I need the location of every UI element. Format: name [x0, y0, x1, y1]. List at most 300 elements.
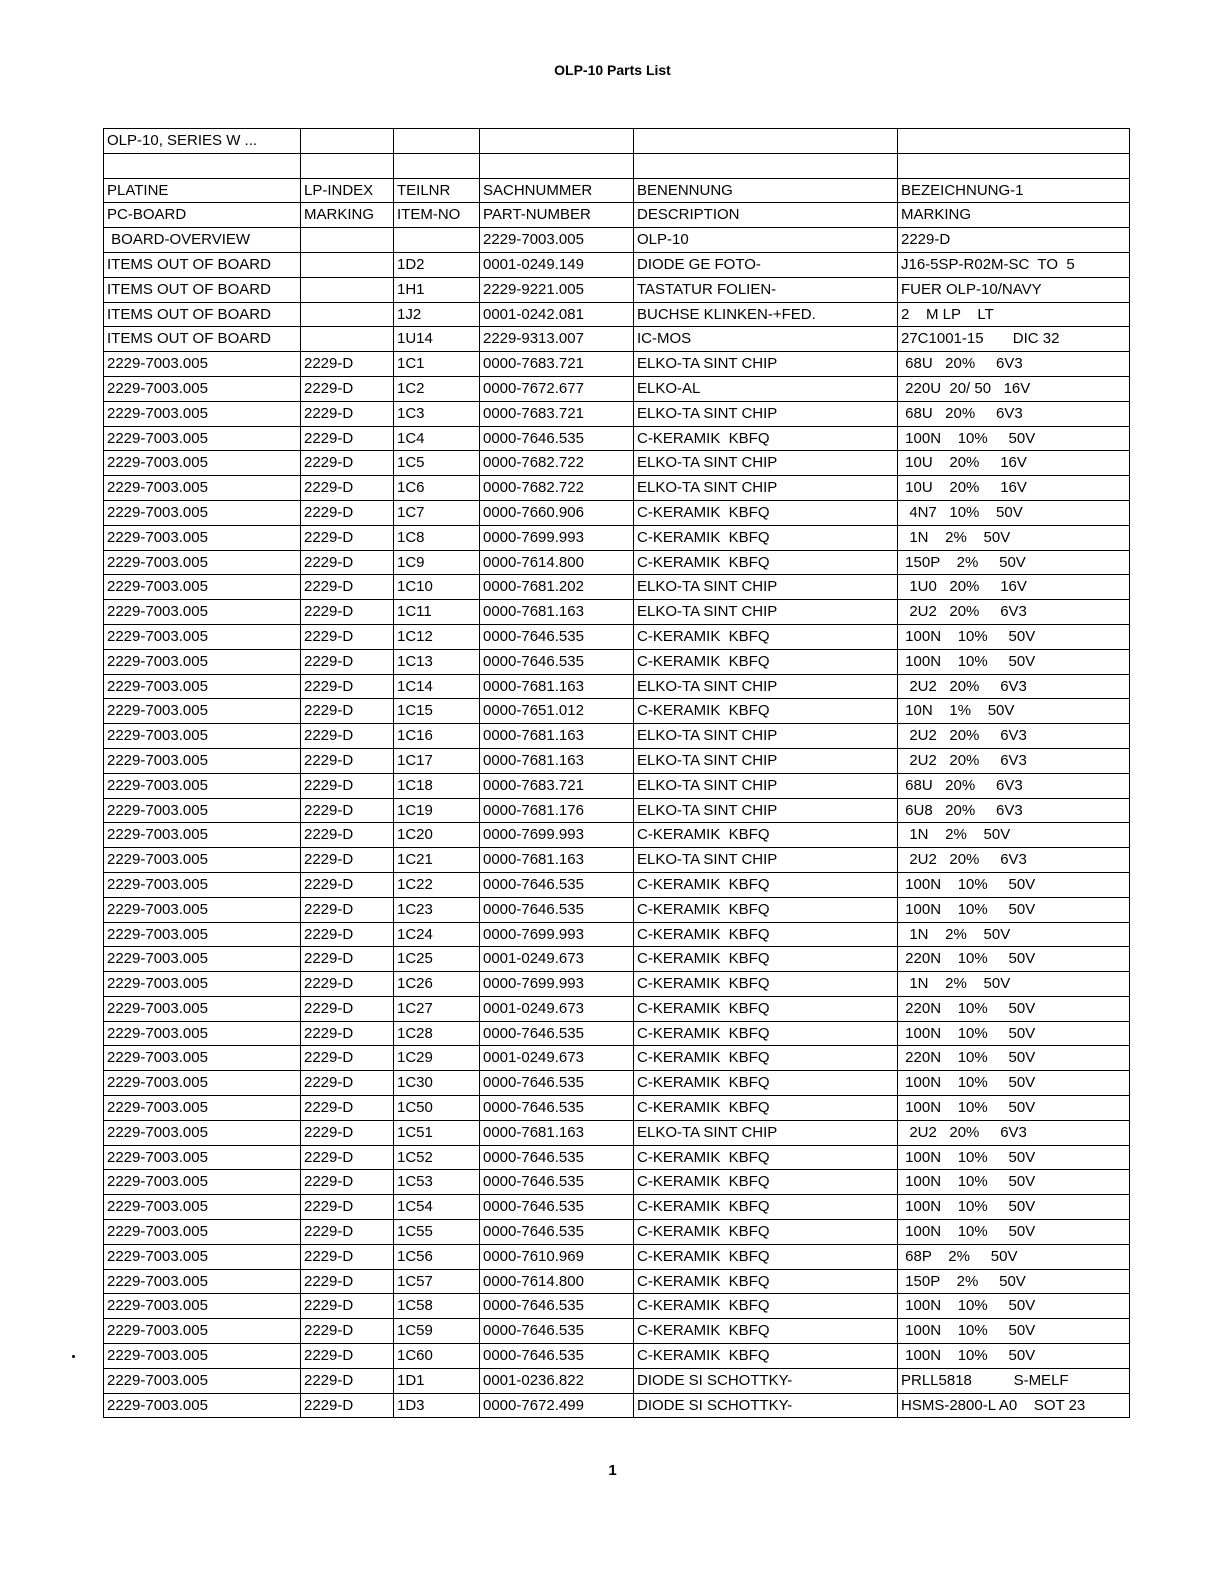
description-cell: DIODE GE FOTO- [634, 252, 898, 277]
lp-index-cell: 2229-D [301, 1096, 394, 1121]
marking-cell: 100N 10% 50V [898, 1195, 1130, 1220]
part-number-cell: 0000-7682.722 [480, 476, 634, 501]
board-cell: 2229-7003.005 [104, 1046, 301, 1071]
table-row [104, 1096, 1130, 1121]
marking-cell: 1N 2% 50V [898, 972, 1130, 997]
marking-cell: 68U 20% 6V3 [898, 773, 1130, 798]
lp-index-cell: 2229-D [301, 922, 394, 947]
marking-cell: 100N 10% 50V [898, 1220, 1130, 1245]
table-row [104, 674, 1130, 699]
header-row-english [104, 203, 1130, 228]
header-cell: SACHNUMMER [480, 178, 634, 203]
board-cell: 2229-7003.005 [104, 1195, 301, 1220]
marking-cell: 100N 10% 50V [898, 426, 1130, 451]
description-cell: C-KERAMIK KBFQ [634, 947, 898, 972]
part-number-cell: 0000-7682.722 [480, 451, 634, 476]
marking-cell: 68P 2% 50V [898, 1244, 1130, 1269]
part-number-cell: 0000-7614.800 [480, 1269, 634, 1294]
item-no-cell: 1C25 [394, 947, 480, 972]
marking-cell: 150P 2% 50V [898, 1269, 1130, 1294]
part-number-cell: 0000-7646.535 [480, 1319, 634, 1344]
marking-cell: 220U 20/ 50 16V [898, 376, 1130, 401]
part-number-cell: 0000-7646.535 [480, 1170, 634, 1195]
table-row [104, 451, 1130, 476]
lp-index-cell: 2229-D [301, 798, 394, 823]
board-cell: 2229-7003.005 [104, 1120, 301, 1145]
table-row [104, 897, 1130, 922]
board-cell: 2229-7003.005 [104, 575, 301, 600]
marking-cell: 100N 10% 50V [898, 649, 1130, 674]
marking-cell: 100N 10% 50V [898, 1145, 1130, 1170]
board-cell: BOARD-OVERVIEW [104, 228, 301, 253]
board-cell: 2229-7003.005 [104, 674, 301, 699]
lp-index-cell: 2229-D [301, 1244, 394, 1269]
table-row [104, 376, 1130, 401]
description-cell: C-KERAMIK KBFQ [634, 426, 898, 451]
lp-index-cell [301, 327, 394, 352]
part-number-cell: 0000-7646.535 [480, 872, 634, 897]
header-row-german [104, 178, 1130, 203]
table-row [104, 1269, 1130, 1294]
part-number-cell: 2229-9221.005 [480, 277, 634, 302]
marking-cell: 4N7 10% 50V [898, 500, 1130, 525]
description-cell: C-KERAMIK KBFQ [634, 922, 898, 947]
item-no-cell [394, 228, 480, 253]
description-cell: C-KERAMIK KBFQ [634, 872, 898, 897]
lp-index-cell: 2229-D [301, 1071, 394, 1096]
board-cell: 2229-7003.005 [104, 922, 301, 947]
page-number: 1 [608, 1462, 617, 1479]
description-cell: C-KERAMIK KBFQ [634, 699, 898, 724]
table-row [104, 1244, 1130, 1269]
part-number-cell: 0001-0249.673 [480, 1046, 634, 1071]
board-cell: 2229-7003.005 [104, 1319, 301, 1344]
table-row [104, 848, 1130, 873]
marking-cell: 100N 10% 50V [898, 1071, 1130, 1096]
marking-cell: 220N 10% 50V [898, 996, 1130, 1021]
board-cell: 2229-7003.005 [104, 1393, 301, 1418]
marking-cell: 100N 10% 50V [898, 1170, 1130, 1195]
table-row [104, 1220, 1130, 1245]
table-row [104, 972, 1130, 997]
part-number-cell: 0001-0242.081 [480, 302, 634, 327]
description-cell: C-KERAMIK KBFQ [634, 1170, 898, 1195]
marking-cell: 68U 20% 6V3 [898, 352, 1130, 377]
table-row [104, 1294, 1130, 1319]
part-number-cell: 0000-7681.163 [480, 1120, 634, 1145]
description-cell: C-KERAMIK KBFQ [634, 649, 898, 674]
item-no-cell: 1C57 [394, 1269, 480, 1294]
lp-index-cell [301, 277, 394, 302]
description-cell: C-KERAMIK KBFQ [634, 1021, 898, 1046]
marking-cell: 10N 1% 50V [898, 699, 1130, 724]
lp-index-cell: 2229-D [301, 1170, 394, 1195]
table-row [104, 352, 1130, 377]
lp-index-cell: 2229-D [301, 624, 394, 649]
table-row [104, 1120, 1130, 1145]
table-row [104, 401, 1130, 426]
part-number-cell: 0000-7646.535 [480, 1145, 634, 1170]
description-cell: OLP-10 [634, 228, 898, 253]
lp-index-cell: 2229-D [301, 550, 394, 575]
board-cell: 2229-7003.005 [104, 699, 301, 724]
part-number-cell: 0000-7646.535 [480, 1021, 634, 1046]
description-cell: C-KERAMIK KBFQ [634, 1269, 898, 1294]
part-number-cell: 0000-7672.499 [480, 1393, 634, 1418]
lp-index-cell: 2229-D [301, 352, 394, 377]
board-cell: 2229-7003.005 [104, 550, 301, 575]
table-row [104, 1046, 1130, 1071]
board-cell: 2229-7003.005 [104, 996, 301, 1021]
table-row [104, 1368, 1130, 1393]
part-number-cell: 0000-7646.535 [480, 1344, 634, 1369]
board-cell: ITEMS OUT OF BOARD [104, 327, 301, 352]
lp-index-cell: 2229-D [301, 575, 394, 600]
lp-index-cell: 2229-D [301, 823, 394, 848]
board-cell: 2229-7003.005 [104, 1294, 301, 1319]
part-number-cell: 0000-7660.906 [480, 500, 634, 525]
item-no-cell: 1C23 [394, 897, 480, 922]
part-number-cell: 0000-7646.535 [480, 624, 634, 649]
part-number-cell: 0000-7646.535 [480, 1071, 634, 1096]
lp-index-cell: 2229-D [301, 947, 394, 972]
item-no-cell: 1C6 [394, 476, 480, 501]
description-cell: C-KERAMIK KBFQ [634, 972, 898, 997]
board-cell: 2229-7003.005 [104, 724, 301, 749]
item-no-cell: 1C1 [394, 352, 480, 377]
table-row [104, 252, 1130, 277]
item-no-cell: 1C24 [394, 922, 480, 947]
board-cell: 2229-7003.005 [104, 897, 301, 922]
board-cell: 2229-7003.005 [104, 649, 301, 674]
marking-cell: 2U2 20% 6V3 [898, 674, 1130, 699]
description-cell: C-KERAMIK KBFQ [634, 550, 898, 575]
item-no-cell: 1D2 [394, 252, 480, 277]
part-number-cell: 0000-7646.535 [480, 897, 634, 922]
marking-cell: 68U 20% 6V3 [898, 401, 1130, 426]
table-row [104, 922, 1130, 947]
description-cell: C-KERAMIK KBFQ [634, 1220, 898, 1245]
board-cell: 2229-7003.005 [104, 773, 301, 798]
item-no-cell: 1C52 [394, 1145, 480, 1170]
header-cell: DESCRIPTION [634, 203, 898, 228]
description-cell: ELKO-TA SINT CHIP [634, 575, 898, 600]
marking-cell: 2U2 20% 6V3 [898, 600, 1130, 625]
table-row [104, 1393, 1130, 1418]
description-cell: C-KERAMIK KBFQ [634, 624, 898, 649]
board-cell: 2229-7003.005 [104, 947, 301, 972]
part-number-cell: 0000-7614.800 [480, 550, 634, 575]
table-row [104, 1071, 1130, 1096]
item-no-cell: 1C12 [394, 624, 480, 649]
item-no-cell: 1C14 [394, 674, 480, 699]
board-cell: 2229-7003.005 [104, 823, 301, 848]
item-no-cell: 1C27 [394, 996, 480, 1021]
marking-cell: 2229-D [898, 228, 1130, 253]
lp-index-cell: 2229-D [301, 401, 394, 426]
table-row [104, 575, 1130, 600]
description-cell: C-KERAMIK KBFQ [634, 1046, 898, 1071]
item-no-cell: 1C29 [394, 1046, 480, 1071]
marking-cell: 100N 10% 50V [898, 1294, 1130, 1319]
table-row [104, 1021, 1130, 1046]
item-no-cell: 1C13 [394, 649, 480, 674]
description-cell: C-KERAMIK KBFQ [634, 1244, 898, 1269]
description-cell: ELKO-TA SINT CHIP [634, 1120, 898, 1145]
marking-cell: 150P 2% 50V [898, 550, 1130, 575]
marking-cell: HSMS-2800-L A0 SOT 23 [898, 1393, 1130, 1418]
part-number-cell: 0000-7646.535 [480, 1220, 634, 1245]
header-cell: MARKING [301, 203, 394, 228]
item-no-cell: 1C53 [394, 1170, 480, 1195]
part-number-cell: 0001-0236.822 [480, 1368, 634, 1393]
description-cell: TASTATUR FOLIEN- [634, 277, 898, 302]
lp-index-cell [301, 302, 394, 327]
lp-index-cell: 2229-D [301, 451, 394, 476]
part-number-cell: 0000-7651.012 [480, 699, 634, 724]
lp-index-cell: 2229-D [301, 748, 394, 773]
part-number-cell: 0000-7646.535 [480, 1294, 634, 1319]
marking-cell: 100N 10% 50V [898, 624, 1130, 649]
lp-index-cell: 2229-D [301, 1294, 394, 1319]
lp-index-cell: 2229-D [301, 1145, 394, 1170]
table-row [104, 1319, 1130, 1344]
marking-cell: 220N 10% 50V [898, 947, 1130, 972]
table-row [104, 798, 1130, 823]
lp-index-cell [301, 252, 394, 277]
header-cell: TEILNR [394, 178, 480, 203]
marking-cell: 10U 20% 16V [898, 451, 1130, 476]
item-no-cell: 1D1 [394, 1368, 480, 1393]
board-cell: 2229-7003.005 [104, 848, 301, 873]
part-number-cell: 0000-7681.163 [480, 748, 634, 773]
description-cell: C-KERAMIK KBFQ [634, 1319, 898, 1344]
lp-index-cell: 2229-D [301, 1269, 394, 1294]
marking-cell: 2U2 20% 6V3 [898, 1120, 1130, 1145]
part-number-cell: 0001-0249.673 [480, 947, 634, 972]
item-no-cell: 1C28 [394, 1021, 480, 1046]
marking-cell: 220N 10% 50V [898, 1046, 1130, 1071]
lp-index-cell: 2229-D [301, 426, 394, 451]
marking-cell: 6U8 20% 6V3 [898, 798, 1130, 823]
board-cell: ITEMS OUT OF BOARD [104, 277, 301, 302]
item-no-cell: 1C16 [394, 724, 480, 749]
description-cell: ELKO-TA SINT CHIP [634, 401, 898, 426]
lp-index-cell: 2229-D [301, 1195, 394, 1220]
table-row [104, 525, 1130, 550]
board-cell: 2229-7003.005 [104, 798, 301, 823]
item-no-cell: 1J2 [394, 302, 480, 327]
table-row [104, 277, 1130, 302]
item-no-cell: 1D3 [394, 1393, 480, 1418]
item-no-cell: 1C2 [394, 376, 480, 401]
marking-cell: 100N 10% 50V [898, 1021, 1130, 1046]
item-no-cell: 1H1 [394, 277, 480, 302]
lp-index-cell: 2229-D [301, 996, 394, 1021]
marking-cell: 100N 10% 50V [898, 872, 1130, 897]
lp-index-cell: 2229-D [301, 773, 394, 798]
lp-index-cell: 2229-D [301, 897, 394, 922]
board-cell: 2229-7003.005 [104, 352, 301, 377]
lp-index-cell: 2229-D [301, 872, 394, 897]
part-number-cell: 0000-7610.969 [480, 1244, 634, 1269]
marking-cell: 1N 2% 50V [898, 922, 1130, 947]
item-no-cell: 1C9 [394, 550, 480, 575]
table-row [104, 426, 1130, 451]
part-number-cell: 0000-7699.993 [480, 525, 634, 550]
board-cell: 2229-7003.005 [104, 1244, 301, 1269]
table-row [104, 823, 1130, 848]
lp-index-cell: 2229-D [301, 1344, 394, 1369]
item-no-cell: 1C58 [394, 1294, 480, 1319]
description-cell: BUCHSE KLINKEN-+FED. [634, 302, 898, 327]
part-number-cell: 0000-7672.677 [480, 376, 634, 401]
header-cell: PC-BOARD [104, 203, 301, 228]
description-cell: ELKO-TA SINT CHIP [634, 798, 898, 823]
part-number-cell: 0000-7681.202 [480, 575, 634, 600]
header-cell: PART-NUMBER [480, 203, 634, 228]
part-number-cell: 2229-9313.007 [480, 327, 634, 352]
lp-index-cell: 2229-D [301, 1368, 394, 1393]
table-row [104, 1195, 1130, 1220]
board-cell: ITEMS OUT OF BOARD [104, 302, 301, 327]
table-row [104, 302, 1130, 327]
marking-cell: 100N 10% 50V [898, 897, 1130, 922]
lp-index-cell: 2229-D [301, 525, 394, 550]
description-cell: ELKO-TA SINT CHIP [634, 748, 898, 773]
lp-index-cell: 2229-D [301, 699, 394, 724]
header-cell: BEZEICHNUNG-1 [898, 178, 1130, 203]
marking-cell: FUER OLP-10/NAVY [898, 277, 1130, 302]
marking-cell: 100N 10% 50V [898, 1096, 1130, 1121]
part-number-cell: 0001-0249.673 [480, 996, 634, 1021]
item-no-cell: 1C56 [394, 1244, 480, 1269]
part-number-cell: 0000-7681.176 [480, 798, 634, 823]
item-no-cell: 1C8 [394, 525, 480, 550]
table-row [104, 327, 1130, 352]
scan-speck [72, 1355, 75, 1358]
description-cell: ELKO-TA SINT CHIP [634, 600, 898, 625]
marking-cell: PRLL5818 S-MELF [898, 1368, 1130, 1393]
part-number-cell: 0000-7646.535 [480, 1096, 634, 1121]
table-row [104, 500, 1130, 525]
part-number-cell: 0001-0249.149 [480, 252, 634, 277]
header-cell: BENENNUNG [634, 178, 898, 203]
board-cell: 2229-7003.005 [104, 476, 301, 501]
board-cell: ITEMS OUT OF BOARD [104, 252, 301, 277]
board-cell: 2229-7003.005 [104, 525, 301, 550]
item-no-cell: 1C21 [394, 848, 480, 873]
board-cell: 2229-7003.005 [104, 1145, 301, 1170]
table-row [104, 872, 1130, 897]
description-cell: C-KERAMIK KBFQ [634, 1096, 898, 1121]
item-no-cell: 1C3 [394, 401, 480, 426]
header-cell: MARKING [898, 203, 1130, 228]
blank-row [104, 153, 1130, 178]
table-row [104, 600, 1130, 625]
table-row [104, 649, 1130, 674]
lp-index-cell: 2229-D [301, 500, 394, 525]
description-cell: ELKO-TA SINT CHIP [634, 451, 898, 476]
part-number-cell: 0000-7681.163 [480, 848, 634, 873]
part-number-cell: 0000-7699.993 [480, 922, 634, 947]
lp-index-cell: 2229-D [301, 1220, 394, 1245]
description-cell: ELKO-TA SINT CHIP [634, 724, 898, 749]
item-no-cell: 1U14 [394, 327, 480, 352]
item-no-cell: 1C20 [394, 823, 480, 848]
board-cell: 2229-7003.005 [104, 1071, 301, 1096]
item-no-cell: 1C7 [394, 500, 480, 525]
lp-index-cell: 2229-D [301, 972, 394, 997]
item-no-cell: 1C19 [394, 798, 480, 823]
item-no-cell: 1C54 [394, 1195, 480, 1220]
description-cell: ELKO-TA SINT CHIP [634, 674, 898, 699]
description-cell: ELKO-TA SINT CHIP [634, 848, 898, 873]
item-no-cell: 1C22 [394, 872, 480, 897]
item-no-cell: 1C10 [394, 575, 480, 600]
parts-table [103, 128, 1130, 1418]
board-cell: 2229-7003.005 [104, 1220, 301, 1245]
board-cell: 2229-7003.005 [104, 624, 301, 649]
part-number-cell: 0000-7683.721 [480, 773, 634, 798]
part-number-cell: 0000-7681.163 [480, 600, 634, 625]
table-row [104, 228, 1130, 253]
board-cell: 2229-7003.005 [104, 1096, 301, 1121]
item-no-cell: 1C26 [394, 972, 480, 997]
table-row [104, 773, 1130, 798]
item-no-cell: 1C15 [394, 699, 480, 724]
lp-index-cell [301, 228, 394, 253]
lp-index-cell: 2229-D [301, 600, 394, 625]
table-row [104, 724, 1130, 749]
marking-cell: 100N 10% 50V [898, 1319, 1130, 1344]
table-row [104, 996, 1130, 1021]
marking-cell: J16-5SP-R02M-SC TO 5 [898, 252, 1130, 277]
marking-cell: 2U2 20% 6V3 [898, 848, 1130, 873]
page-title: OLP-10 Parts List [554, 62, 671, 78]
item-no-cell: 1C18 [394, 773, 480, 798]
part-number-cell: 0000-7646.535 [480, 649, 634, 674]
table-row [104, 748, 1130, 773]
description-cell: C-KERAMIK KBFQ [634, 1195, 898, 1220]
table-row [104, 1145, 1130, 1170]
part-number-cell: 0000-7646.535 [480, 426, 634, 451]
description-cell: ELKO-TA SINT CHIP [634, 773, 898, 798]
marking-cell: 27C1001-15 DIC 32 [898, 327, 1130, 352]
description-cell: C-KERAMIK KBFQ [634, 500, 898, 525]
lp-index-cell: 2229-D [301, 674, 394, 699]
description-cell: DIODE SI SCHOTTKY- [634, 1368, 898, 1393]
board-cell: 2229-7003.005 [104, 500, 301, 525]
marking-cell: 2U2 20% 6V3 [898, 724, 1130, 749]
item-no-cell: 1C11 [394, 600, 480, 625]
part-number-cell: 0000-7699.993 [480, 823, 634, 848]
item-no-cell: 1C50 [394, 1096, 480, 1121]
table-row [104, 624, 1130, 649]
description-cell: C-KERAMIK KBFQ [634, 1145, 898, 1170]
board-cell: 2229-7003.005 [104, 451, 301, 476]
table-row [104, 1170, 1130, 1195]
part-number-cell: 0000-7681.163 [480, 674, 634, 699]
lp-index-cell: 2229-D [301, 1393, 394, 1418]
description-cell: C-KERAMIK KBFQ [634, 823, 898, 848]
board-cell: 2229-7003.005 [104, 426, 301, 451]
item-no-cell: 1C5 [394, 451, 480, 476]
part-number-cell: 2229-7003.005 [480, 228, 634, 253]
item-no-cell: 1C17 [394, 748, 480, 773]
description-cell: ELKO-AL [634, 376, 898, 401]
description-cell: ELKO-TA SINT CHIP [634, 476, 898, 501]
